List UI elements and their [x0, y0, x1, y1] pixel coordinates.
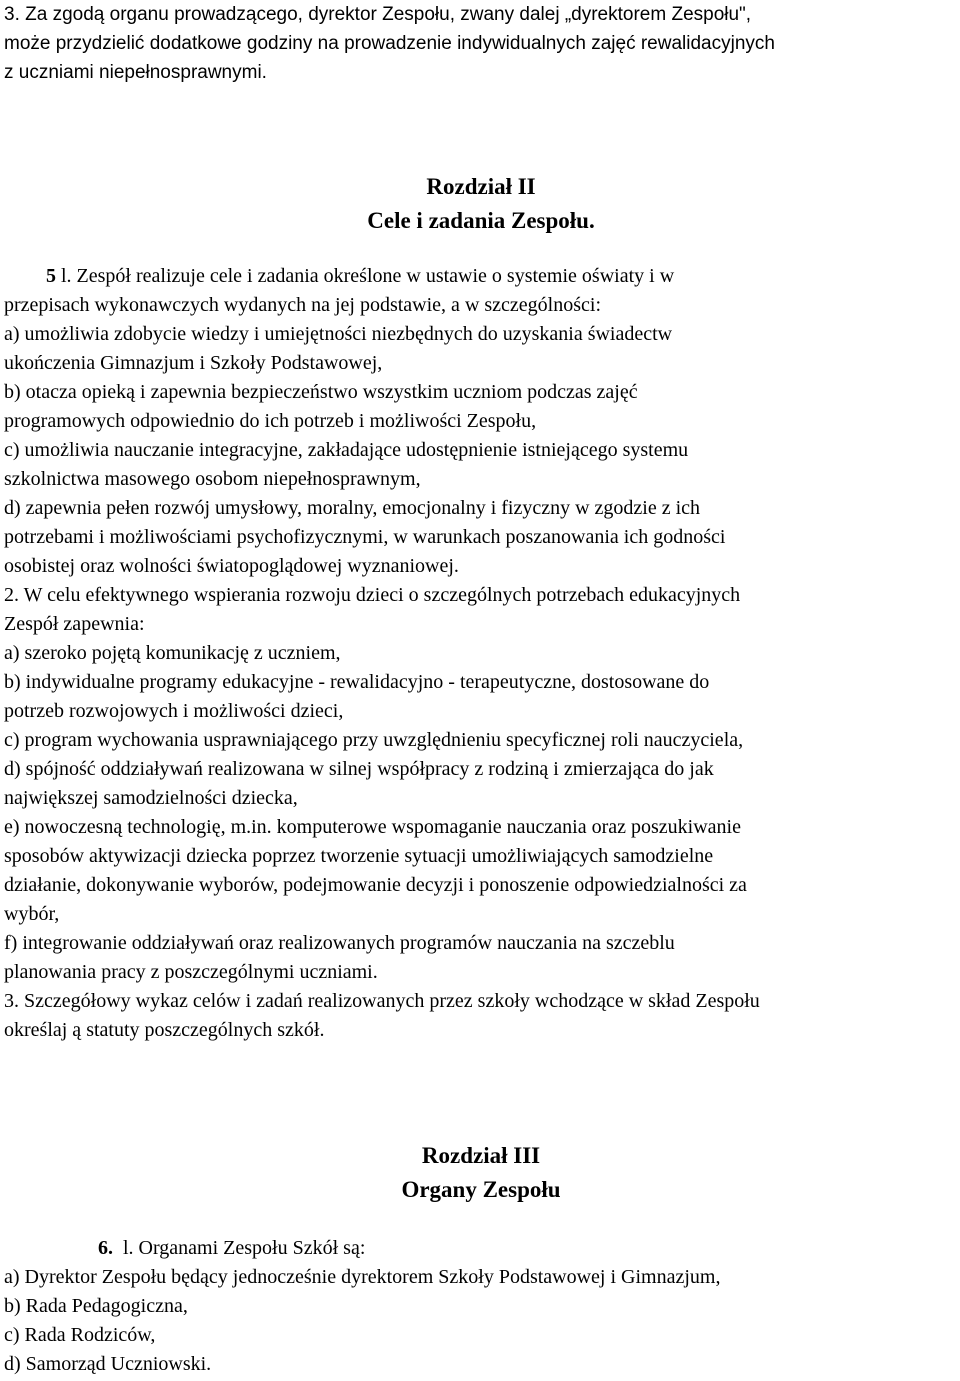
- chapter-2-title: Rozdział II: [426, 174, 536, 199]
- paragraph-5-line: c) umożliwia nauczanie integracyjne, zakładające udostępnienie istniejącego systemu: [4, 439, 689, 461]
- organ-item: b) Rada Pedagogiczna,: [4, 1295, 188, 1317]
- chapter-2-subtitle: Cele i zadania Zespołu.: [367, 208, 595, 233]
- paragraph-5-line: określaj ą statuty poszczególnych szkół.: [4, 1019, 325, 1041]
- paragraph-5-first-line: [46, 262, 674, 291]
- organ-item: a) Dyrektor Zespołu będący jednocześnie dyrektorem Szkoły Podstawowej i Gimnazjum,: [4, 1266, 721, 1288]
- paragraph-5-line: planowania pracy z poszczególnymi uczniami.: [4, 961, 378, 983]
- intro-line-2: może przydzielić dodatkowe godziny na prowadzenie indywidualnych zajęć rewalidacyjnych: [4, 33, 775, 54]
- organ-item: c) Rada Rodziców,: [4, 1324, 156, 1346]
- paragraph-5-line: programowych odpowiednio do ich potrzeb i możliwości Zespołu,: [4, 410, 537, 432]
- paragraph-5-line: c) program wychowania usprawniającego przy uwzględnieniu specyficznej roli nauczyciela,: [4, 729, 744, 751]
- paragraph-5-line: d) zapewnia pełen rozwój umysłowy, moralny, emocjonalny i fizyczny w zgodzie z ich: [4, 497, 701, 519]
- intro-line-1: 3. Za zgodą organu prowadzącego, dyrektor Zespołu, zwany dalej „dyrektorem Zespołu",: [4, 4, 752, 25]
- paragraph-5-line: szkolnictwa masowego osobom niepełnosprawnym,: [4, 468, 421, 490]
- paragraph-5-line: wybór,: [4, 903, 60, 925]
- paragraph-5-line: e) nowoczesną technologię, m.in. komputerowe wspomaganie nauczania oraz poszukiwanie: [4, 816, 741, 838]
- paragraph-5-line: osobistej oraz wolności światopoglądowej wyznaniowej.: [4, 555, 459, 577]
- paragraph-5-line: f) integrowanie oddziaływań oraz realizowanych programów nauczania na szczeblu: [4, 932, 675, 954]
- paragraph-6-intro: l. Organami Zespołu Szkół są:: [113, 1237, 366, 1259]
- paragraph-5-line: Zespół zapewnia:: [4, 613, 145, 635]
- paragraph-5-line: ukończenia Gimnazjum i Szkoły Podstawowej,: [4, 352, 383, 374]
- paragraph-5-line: sposobów aktywizacji dziecka poprzez tworzenie sytuacji umożliwiających samodzielne: [4, 845, 714, 867]
- paragraph-5-line: l. Zespół realizuje cele i zadania określone w ustawie o systemie oświaty i w: [56, 265, 675, 287]
- paragraph-6-number: 6.: [98, 1237, 113, 1259]
- paragraph-5-line: 2. W celu efektywnego wspierania rozwoju dzieci o szczególnych potrzebach edukacyjnych: [4, 584, 741, 606]
- paragraph-5-line: potrzeb rozwojowych i możliwości dzieci,: [4, 700, 344, 722]
- paragraph-5-line: d) spójność oddziaływań realizowana w silnej współpracy z rodziną i zmierzająca do jak: [4, 758, 714, 780]
- paragraph-5-line: największej samodzielności dziecka,: [4, 787, 298, 809]
- paragraph-5-line: 3. Szczegółowy wykaz celów i zadań realizowanych przez szkoły wchodzące w skład Zespołu: [4, 990, 760, 1012]
- paragraph-5-line: b) otacza opieką i zapewnia bezpieczeństwo wszystkim uczniom podczas zajęć: [4, 381, 638, 403]
- paragraph-5-line: potrzebami i możliwościami psychofizycznymi, w warunkach poszanowania ich godności: [4, 526, 726, 548]
- paragraph-6-first-line: [98, 1234, 365, 1263]
- paragraph-5-line: przepisach wykonawczych wydanych na jej podstawie, a w szczególności:: [4, 294, 602, 316]
- paragraph-5-line: a) umożliwia zdobycie wiedzy i umiejętności niezbędnych do uzyskania świadectw: [4, 323, 673, 345]
- intro-line-3: z uczniami niepełnosprawnymi.: [4, 62, 267, 83]
- paragraph-5-line: działanie, dokonywanie wyborów, podejmowanie decyzji i ponoszenie odpowiedzialności za: [4, 874, 747, 896]
- paragraph-5-line: b) indywidualne programy edukacyjne - rewalidacyjno - terapeutyczne, dostosowane do: [4, 671, 710, 693]
- chapter-3-title: Rozdział III: [421, 1143, 541, 1168]
- paragraph-5-line: a) szeroko pojętą komunikację z uczniem,: [4, 642, 341, 664]
- paragraph-5-number: 5: [46, 265, 56, 287]
- organ-item: d) Samorząd Uczniowski.: [4, 1353, 212, 1375]
- chapter-3-subtitle: Organy Zespołu: [401, 1177, 561, 1202]
